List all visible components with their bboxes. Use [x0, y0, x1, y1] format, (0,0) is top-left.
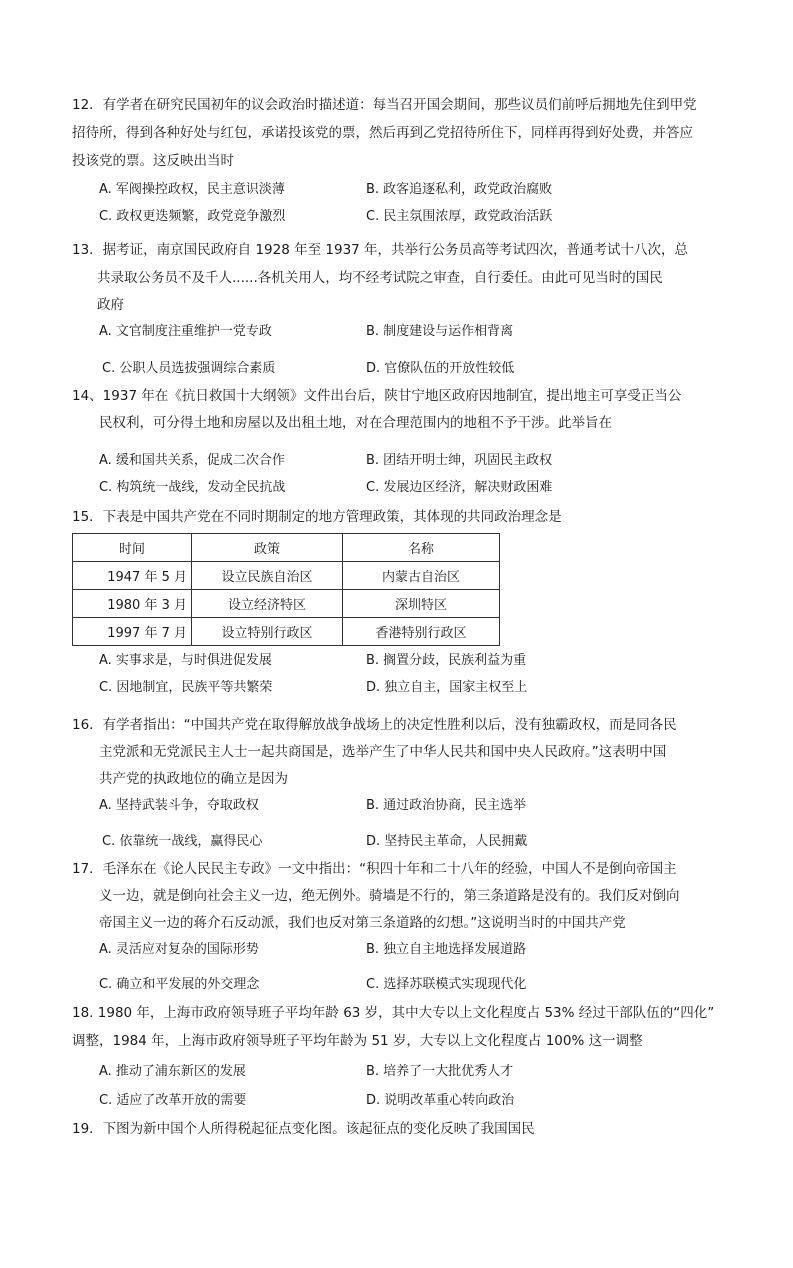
table-header-cell: 名称 [343, 534, 500, 562]
q18-line-1: 18. 1980 年，上海市政府领导班子平均年龄 63 岁，其中大专以上文化程度占 53% 经过干部队伍的“四化” [72, 1005, 715, 1021]
q12-line-1: 12．有学者在研究民国初年的议会政治时描述道：每当召开国会期间，那些议员们前呼后拥地先住到甲党 [72, 97, 697, 113]
q16-line-3: 共产党的执政地位的确立是因为 [99, 771, 288, 787]
q13-line-2: 共录取公务员不及千人......各机关用人，均不经考试院之审查，自行委任。由此可见当时的国民 [97, 270, 663, 286]
q17-option-c: C. 确立和平发展的外交理念 [99, 977, 260, 992]
q13-option-c: C. 公职人员选拔强调综合素质 [102, 361, 276, 376]
q17-option-d: C. 选择苏联模式实现现代化 [366, 977, 527, 992]
table-row [73, 590, 500, 618]
q17-option-b: B. 独立自主地选择发展道路 [366, 942, 527, 957]
q18-option-a: A. 推动了浦东新区的发展 [99, 1064, 246, 1079]
q18-option-b: B. 培养了一大批优秀人才 [366, 1064, 514, 1079]
table-cell: 深圳特区 [343, 590, 500, 618]
q13-line-3: 政府 [97, 297, 124, 313]
q13-option-b: B. 制度建设与运作相背离 [366, 324, 514, 339]
q16-line-1: 16．有学者指出：“中国共产党在取得解放战争战场上的决定性胜利以后，没有独霸政权，而是同各民 [72, 717, 677, 733]
q13-option-a: A. 文官制度注重维护一党专政 [99, 324, 272, 339]
q15-option-b: B. 搁置分歧，民族利益为重 [366, 653, 527, 668]
table-cell: 设立特别行政区 [192, 618, 343, 646]
q12-option-c: C. 政权更迭频繁，政党竞争激烈 [99, 209, 286, 224]
q15-option-c: C. 因地制宜，民族平等共繁荣 [99, 680, 273, 695]
q19-line-1: 19．下图为新中国个人所得税起征点变化图。该起征点的变化反映了我国国民 [72, 1121, 535, 1137]
q16-line-2: 主党派和无党派民主人士一起共商国是，选举产生了中华人民共和国中央人民政府。”这表明中国 [99, 744, 667, 760]
table-cell: 1947 年 5 月 [73, 562, 192, 590]
q18-option-d: D. 说明改革重心转向政治 [366, 1093, 515, 1108]
policy-table [72, 533, 500, 646]
q12-line-3: 投该党的票。这反映出当时 [72, 153, 234, 169]
q16-option-d: D. 坚持民主革命，人民拥戴 [366, 834, 528, 849]
q15-option-a: A. 实事求是，与时俱进促发展 [99, 653, 272, 668]
table-cell: 1980 年 3 月 [73, 590, 192, 618]
table-row [73, 562, 500, 590]
q17-option-a: A. 灵活应对复杂的国际形势 [99, 942, 259, 957]
q16-option-c: C. 依靠统一战线，赢得民心 [102, 834, 263, 849]
q17-line-1: 17．毛泽东在《论人民民主专政》一文中指出：“积四十年和二十八年的经验，中国人不是倒向帝国主 [72, 861, 677, 877]
q14-line-2: 民权利，可分得土地和房屋以及出租土地，对在合理范围内的地租不予干涉。此举旨在 [99, 415, 612, 431]
table-cell: 设立民族自治区 [192, 562, 343, 590]
table-cell: 香港特别行政区 [343, 618, 500, 646]
q17-line-2: 义一边，就是倒向社会主义一边，绝无例外。骑墙是不行的，第三条道路是没有的。我们反对倒向 [99, 888, 680, 904]
q17-line-3: 帝国主义一边的蒋介石反动派，我们也反对第三条道路的幻想。”这说明当时的中国共产党 [99, 915, 626, 931]
q14-line-1: 14、1937 年在《抗日救国十大纲领》文件出台后，陕甘宁地区政府因地制宜，提出地主可享受正当公 [72, 388, 682, 404]
q14-option-b: B. 团结开明士绅，巩固民主政权 [366, 453, 553, 468]
table-row [73, 618, 500, 646]
q12-option-d: C. 民主氛围浓厚，政党政治活跃 [366, 209, 553, 224]
table-header-row [73, 534, 500, 562]
q12-option-a: A. 军阀操控政权，民主意识淡薄 [99, 182, 285, 197]
q12-line-2: 招待所，得到各种好处与红包，承诺投该党的票，然后再到乙党招待所住下，同样再得到好处费，并答应 [72, 125, 693, 141]
q15-option-d: D. 独立自主，国家主权至上 [366, 680, 528, 695]
q12-option-b: B. 政客追逐私利，政党政治腐败 [366, 182, 553, 197]
table-cell: 设立经济特区 [192, 590, 343, 618]
table-header-cell: 时间 [73, 534, 192, 562]
q15-line-1: 15．下表是中国共产党在不同时期制定的地方管理政策，其体现的共同政治理念是 [72, 509, 562, 525]
q18-line-2: 调整，1984 年，上海市政府领导班子平均年龄为 51 岁，大专以上文化程度占 100% 这一调整 [72, 1033, 643, 1049]
q16-option-b: B. 通过政治协商，民主选举 [366, 798, 527, 813]
q14-option-c: C. 构筑统一战线，发动全民抗战 [99, 480, 286, 495]
q14-option-d: C. 发展边区经济，解决财政困难 [366, 480, 553, 495]
q18-option-c: C. 适应了改革开放的需要 [99, 1093, 247, 1108]
q13-option-d: D. 官僚队伍的开放性较低 [366, 361, 515, 376]
table-cell: 1997 年 7 月 [73, 618, 192, 646]
table-header-cell: 政策 [192, 534, 343, 562]
q13-line-1: 13．据考证，南京国民政府自 1928 年至 1937 年，共举行公务员高等考试四次，普通考试十八次，总 [72, 242, 689, 258]
q16-option-a: A. 坚持武装斗争，夺取政权 [99, 798, 259, 813]
table-cell: 内蒙古自治区 [343, 562, 500, 590]
q14-option-a: A. 缓和国共关系，促成二次合作 [99, 453, 285, 468]
